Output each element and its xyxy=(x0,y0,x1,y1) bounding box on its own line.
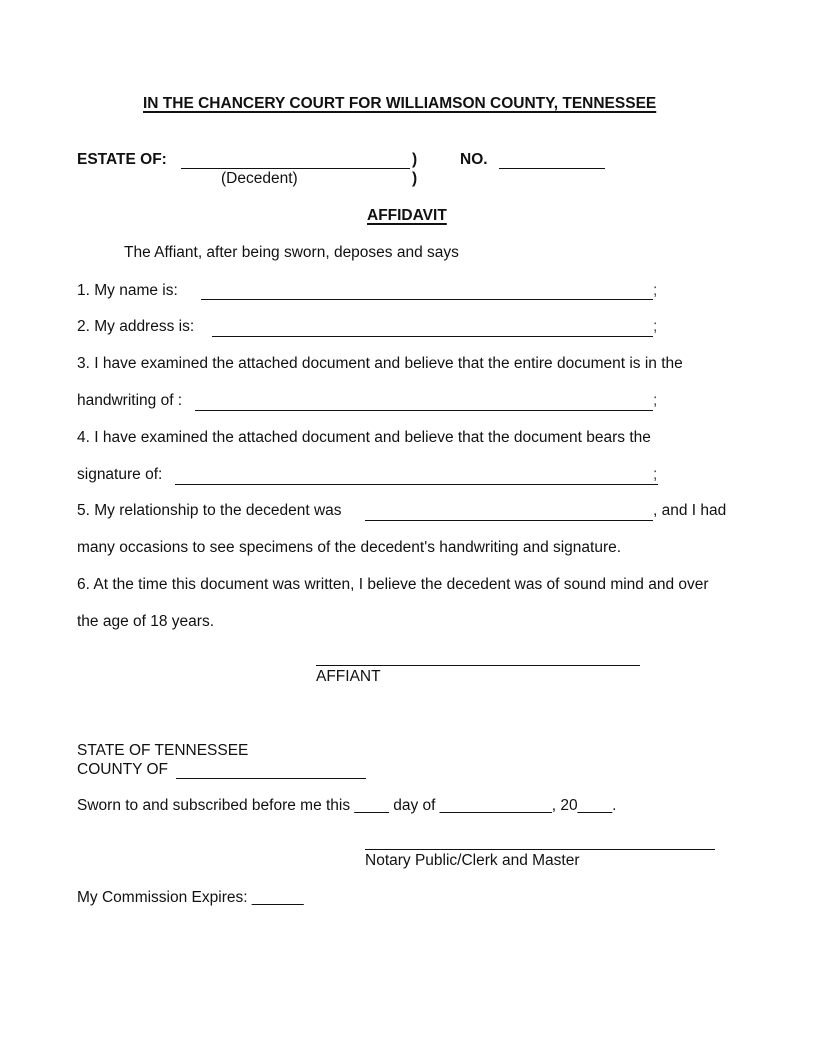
semicolon: ; xyxy=(653,282,658,299)
notary-title: Notary Public/Clerk and Master xyxy=(365,852,580,869)
document-title: AFFIDAVIT xyxy=(367,207,447,224)
county-label: COUNTY OF xyxy=(77,761,168,778)
semicolon: ; xyxy=(653,392,658,409)
affiant-signature-line[interactable] xyxy=(316,665,640,666)
signature-label: signature of: xyxy=(77,466,163,483)
caption-paren-top: ) xyxy=(412,151,418,168)
handwriting-field[interactable] xyxy=(195,410,653,411)
relationship-label: 5. My relationship to the decedent was xyxy=(77,502,342,519)
court-heading: IN THE CHANCERY COURT FOR WILLIAMSON COUNTY, TENNESSEE xyxy=(143,95,657,112)
address-label: 2. My address is: xyxy=(77,318,195,335)
sound-mind-continuation: the age of 18 years. xyxy=(77,613,215,630)
decedent-label: (Decedent) xyxy=(221,170,298,187)
commission-expires: My Commission Expires: ______ xyxy=(77,889,304,906)
address-field[interactable] xyxy=(212,336,653,337)
handwriting-label: handwriting of : xyxy=(77,392,183,409)
case-number-field[interactable] xyxy=(499,168,605,169)
intro-text: The Affiant, after being sworn, deposes and says xyxy=(124,244,459,261)
relationship-field[interactable] xyxy=(365,520,653,521)
sworn-statement: Sworn to and subscribed before me this ____ day of _____________, 20____. xyxy=(77,797,617,814)
estate-name-field[interactable] xyxy=(181,168,410,169)
signature-field[interactable] xyxy=(175,484,658,485)
semicolon: ; xyxy=(653,466,658,483)
county-field[interactable] xyxy=(176,778,366,779)
relationship-continuation: many occasions to see specimens of the decedent's handwriting and signature. xyxy=(77,539,622,556)
case-number-label: NO. xyxy=(460,151,488,168)
estate-label: ESTATE OF: xyxy=(77,151,167,168)
affiant-label: AFFIANT xyxy=(316,668,381,685)
sound-mind-statement: 6. At the time this document was written, I believe the decedent was of sound mind and over xyxy=(77,576,709,593)
relationship-after: , and I had xyxy=(653,502,727,519)
name-field[interactable] xyxy=(201,299,653,300)
semicolon: ; xyxy=(653,318,658,335)
notary-signature-line[interactable] xyxy=(365,849,715,850)
handwriting-statement: 3. I have examined the attached document and believe that the entire document is in the xyxy=(77,355,683,372)
caption-paren-bottom: ) xyxy=(412,170,418,187)
signature-statement: 4. I have examined the attached document and believe that the document bears the xyxy=(77,429,651,446)
name-label: 1. My name is: xyxy=(77,282,178,299)
state-label: STATE OF TENNESSEE xyxy=(77,742,249,759)
